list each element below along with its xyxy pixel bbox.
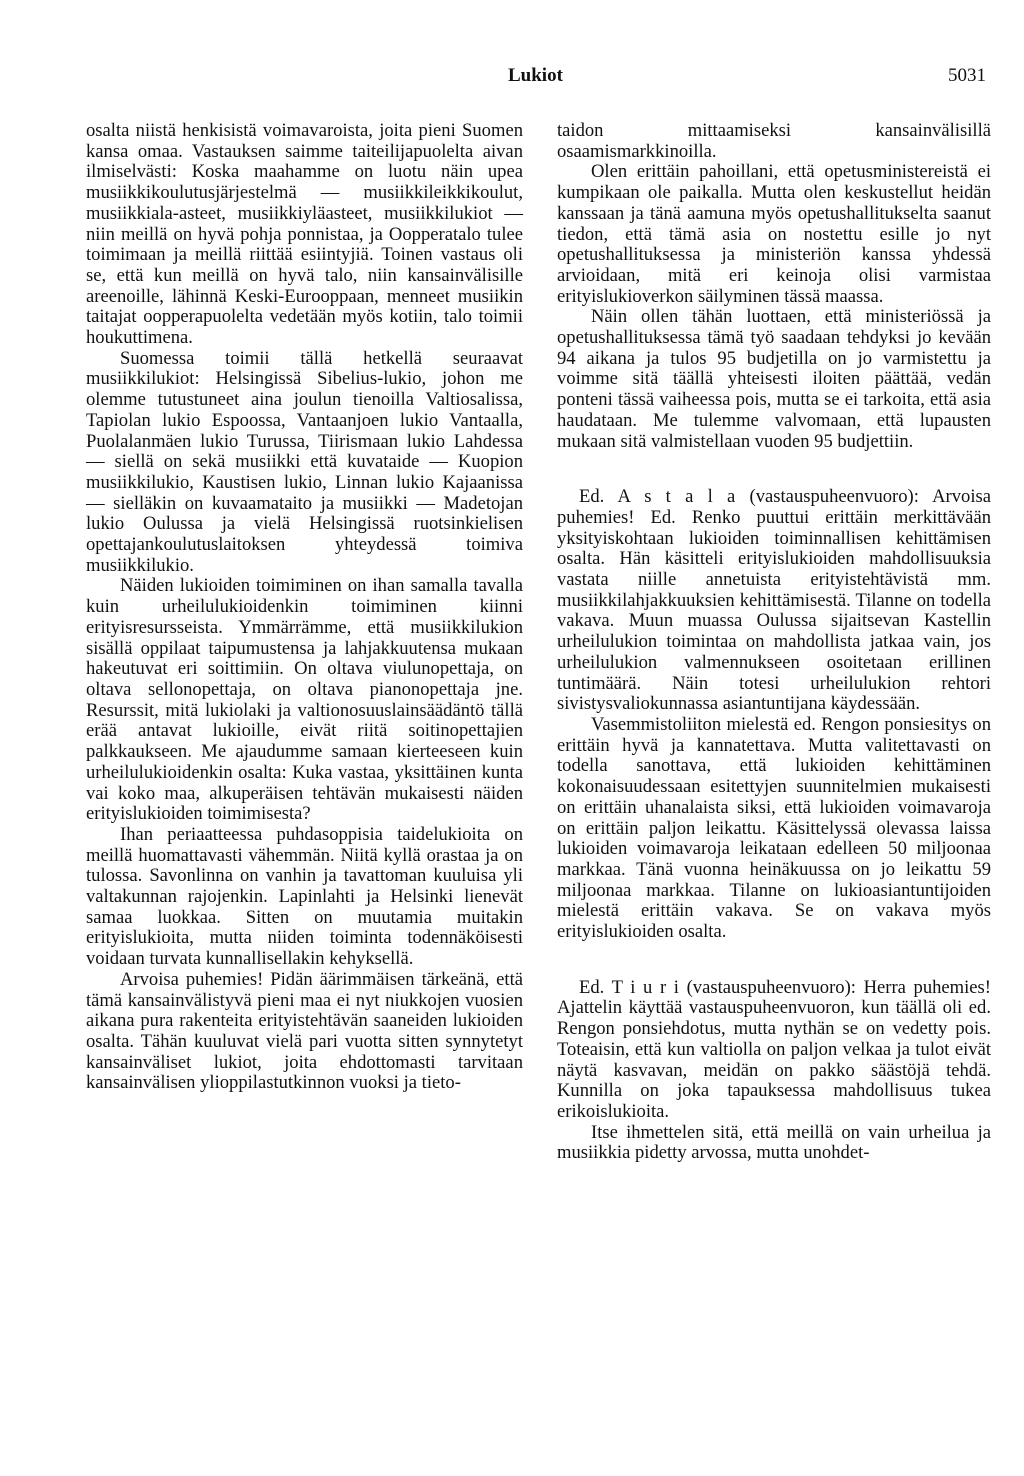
- left-column: [86, 121, 523, 1094]
- paragraph: Näiden lukioiden toimiminen on ihan samalla tavalla kuin urheilulukioidenkin toimiminen kiinni erityisresursseista. Ymmärrämme, että musiikkilukion sisällä oppilaat taipumustensa ja lahjakkuutensa mukaan hakeutuvat eri soittimiin. On oltava viulunopettaja, on oltava sellonopettaja, on oltava pianonopettaja jne. Resurssit, mitä lukiolaki ja valtionosuuslainsäädäntö tällä erää antavat lukioille, eivät riitä soitinopettajien palkkaukseen. Me ajaudumme samaan kierteeseen kuin urheilulukioidenkin osalta: Kuka vastaa, yksittäinen kunta vai koko maa, alkuperäisen tehtävän mukaisesti näiden erityislukioiden toimimisesta?: [86, 575, 523, 825]
- page-number: 5031: [948, 65, 986, 86]
- speaker-paragraph: Ed. A s t a l a (vastauspuheenvuoro): Arvoisa puhemies! Ed. Renko puuttui erittäin merkittävään yksityiskohtaan lukioiden toiminnallisen kehittämisen osalta. Hän käsitteli erityislukioiden mahdollisuuksia vastata niille annetuista erityistehtävistä mm. musiikkilahjakkuuksien kehittämisestä. Tilanne on todella vakava. Muun muassa Oulussa sijaitsevan Kastellin urheilulukion toimintaa on mahdollista jatkaa vain, jos urheilulukion valmennukseen osoitetaan erillinen tuntimäärä. Näin totesi urheilulukion rehtori sivistysvaliokunnassa asiantuntijana käydessään.: [557, 486, 991, 715]
- paragraph: Arvoisa puhemies! Pidän äärimmäisen tärkeänä, että tämä kansainvälistyvä pieni maa ei nyt niukkojen vuosien aikana pura rakenteita erityistehtävän saaneiden lukioiden osalta. Tähän kuuluvat vielä pari vuotta sitten synnytetyt kansainväliset lukiot, joita ehdottomasti tarvitaan kansainvälisen ylioppilastutkinnon vuoksi ja tieto-: [86, 968, 523, 1094]
- paragraph: Suomessa toimii tällä hetkellä seuraavat musiikkilukiot: Helsingissä Sibelius-lukio, johon me olemme tutustuneet aina joulun tienoilla Valtiosalissa, Tapiolan lukio Espoossa, Vantaanjoen lukio Vantaalla, Puolalanmäen lukio Turussa, Tiirismaan lukio Lahdessa — siellä on sekä musiikki että kuvataide — Kuopion musiikkilukio, Kaustisen lukio, Linnan lukio Kajaanissa — sielläkin on kuvaamataito ja musiikki — Madetojan lukio Oulussa ja vielä Helsingissä ruotsinkielisen opettajankoulutuslaitoksen yhteydessä toimiva musiikkilukio.: [86, 347, 523, 576]
- speaker-paragraph: Ed. T i u r i (vastauspuheenvuoro): Herra puhemies! Ajattelin käyttää vastauspuheenvuoron, kun täällä oli ed. Rengon ponsiehdotus, mutta nythän se on vedetty pois. Toteaisin, että kun valtiolla on paljon velkaa ja tulot eivät näytä kasvavan, meidän on pakko säästöjä tehdä. Kunnilla on joka tapauksessa mahdollisuus tukea erikoislukioita.: [557, 976, 991, 1122]
- paragraph: taidon mittaamiseksi kansainvälisillä osaamismarkkinoilla.: [557, 120, 991, 162]
- paragraph: Vasemmistoliiton mielestä ed. Rengon ponsiesitys on erittäin hyvä ja kannatettava. Mutta valitettavasti on todella sanottava, että lukioiden kehittäminen kokonaisuudessaan esitettyjen suunnitelmien mukaisesti on erittäin uhanalaista siksi, että lukioiden voimavaroja on erittäin paljon leikattu. Käsittelyssä olevassa laissa lukioiden voimavaroja leikataan edelleen 50 miljoonaa markkaa. Tänä vuonna heinäkuussa on jo leikattu 59 miljoonaa markkaa. Tilanne on lukioasiantuntijoiden mielestä erittäin vakava. Se on vakava myös erityislukioiden osalta.: [557, 713, 991, 943]
- running-title: Lukiot: [508, 65, 563, 86]
- paragraph: osalta niistä henkisistä voimavaroista, joita pieni Suomen kansa omaa. Vastauksen saimme taiteilijapuolelta aivan ilmiselvästi: Koska maahamme on luotu näin upea musiikkikoulutusjärjestelmä — musiikkileikkikoulut, musiikkiala-asteet, musiikkiyläasteet, musiikkilukiot — niin meillä on hyvä pohja ponnistaa, ja Oopperatalo tulee toimimaan ja meillä riittää esiintyjiä. Toinen vastaus oli se, että kun meillä on hyvä talo, niin kansainvälisille areenoille, lähinnä Keski-Eurooppaan, menneet musiikin taitajat oopperapuolelta vedetään myös kotiin, talo toimii houkuttimena.: [86, 120, 523, 349]
- paragraph: Itse ihmettelen sitä, että meillä on vain urheilua ja musiikkia pidetty arvossa, mutta unohdet-: [557, 1121, 991, 1164]
- paragraph: Olen erittäin pahoillani, että opetusministereistä ei kumpikaan ole paikalla. Mutta olen keskustellut heidän kanssaan ja tänä aamuna myös opetushallitukselta saanut tiedon, että tämä asia on nostettu esille jo nyt opetushallituksessa ja ministeriön kanssa yhdessä arvioidaan, mitä eri keinoja olisi varmistaa erityislukioverkon säilyminen tässä maassa.: [557, 161, 991, 307]
- paragraph: Näin ollen tähän luottaen, että ministeriössä ja opetushallituksessa tämä työ saadaan tehdyksi jo kevään 94 aikana ja tulos 95 budjetilla on jo varmistettu ja voimme sitä täällä yhteisesti iloiten päättää, vedän ponteni tässä vaiheessa pois, mutta se ei tarkoita, että asia haudataan. Me tulemme valvomaan, että lupausten mukaan sitä valmistellaan vuoden 95 budjettiin.: [557, 306, 991, 452]
- paragraph: Ihan periaatteessa puhdasoppisia taidelukioita on meillä huomattavasti vähemmän. Niitä kyllä orastaa ja on tulossa. Savonlinna on vanhin ja tavattoman kuuluisa yli valtakunnan rajojenkin. Lapinlahti ja Helsinki lienevät samaa luokkaa. Sitten on muutamia muitakin erityislukioita, mutta niiden toiminta todennäköisesti voidaan turvata kunnallisellakin kehyksellä.: [86, 823, 523, 970]
- right-column: [557, 121, 991, 1164]
